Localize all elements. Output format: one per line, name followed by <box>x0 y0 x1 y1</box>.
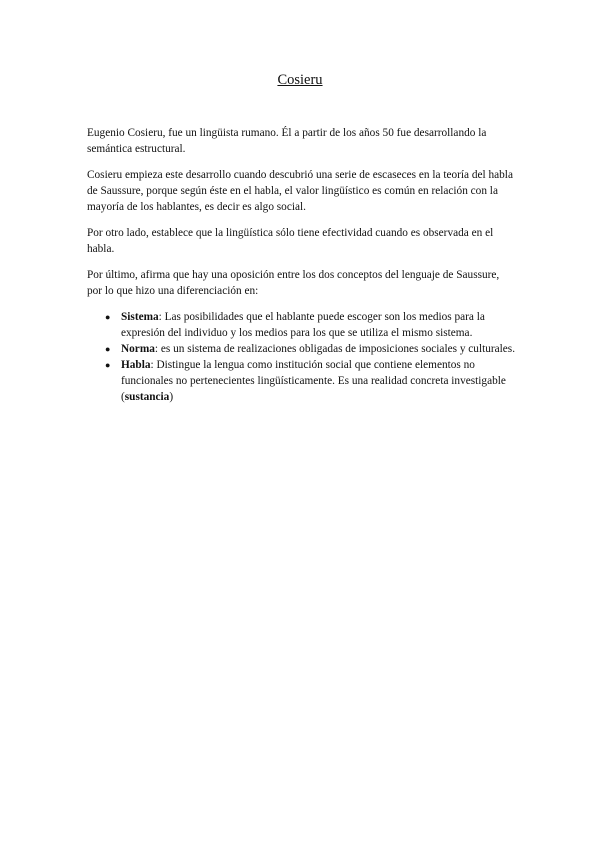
concept-list <box>87 309 517 405</box>
paragraph-intro: Eugenio Cosieru, fue un lingüista rumano. Él a partir de los años 50 fue desarrollando la semántica estructural. <box>87 127 487 155</box>
term-habla: Habla <box>121 359 151 371</box>
paragraph-saussure-critique: Cosieru empieza este desarrollo cuando descubrió una serie de escaseces en la teoría del habla de Saussure, porque según éste en el habla, el valor lingüístico es común en relación con la mayoría de los hablantes, es decir es algo social. <box>87 169 513 213</box>
definition-habla: : Distingue la lengua como institución social que contiene elementos no funcionales no pertenecientes lingüísticamente. Es una realidad concreta investigable ( <box>121 359 506 403</box>
bullet-icon: ● <box>105 360 111 370</box>
bullet-icon: ● <box>105 344 111 354</box>
document-title: Cosieru <box>277 72 323 88</box>
paragraph-opposition: Por último, afirma que hay una oposición entre los dos conceptos del lenguaje de Saussure, por lo que hizo una diferenciación en: <box>87 269 500 297</box>
definition-sistema: : Las posibilidades que el hablante puede escoger son los medios para la expresión del individuo y los medios para los que se utiliza el mismo sistema. <box>121 311 485 339</box>
paragraph-effectiveness: Por otro lado, establece que la lingüística sólo tiene efectividad cuando es observada en el habla. <box>87 227 494 255</box>
document-body <box>87 125 517 405</box>
term-norma: Norma <box>121 343 155 355</box>
bullet-icon: ● <box>105 312 111 322</box>
list-item-sistema <box>87 309 517 341</box>
term-sistema: Sistema <box>121 311 159 323</box>
definition-habla-tail: ) <box>169 391 174 403</box>
list-item-norma <box>87 341 517 357</box>
list-item-habla <box>87 357 517 405</box>
definition-norma: : es un sistema de realizaciones obligadas de imposiciones sociales y culturales. <box>154 343 516 355</box>
term-sustancia: sustancia <box>124 391 170 403</box>
